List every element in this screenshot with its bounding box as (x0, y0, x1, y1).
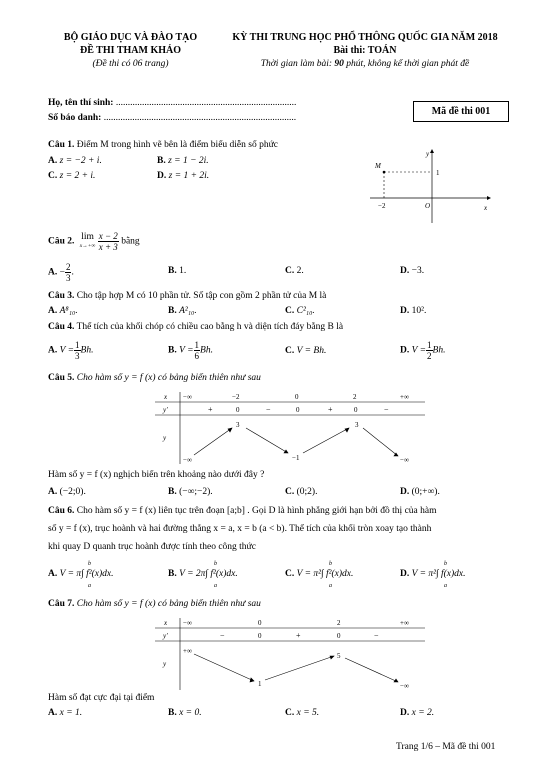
q5-sign-2: − (266, 405, 271, 414)
q5-y-4: −∞ (400, 456, 409, 464)
q7-sign-4: − (374, 631, 379, 640)
q7-option-a: A. x = 1. (48, 708, 83, 718)
q5-y-0: −∞ (183, 456, 192, 464)
q6-option-d: D. V = π²∫ f(x)dx. (400, 569, 466, 579)
q6-a-upper-limit: b (88, 561, 91, 567)
q5-sign-0: + (208, 405, 213, 414)
q6-d-lower-limit: a (444, 583, 447, 589)
q6-a-lower-limit: a (88, 583, 91, 589)
page-note: (Đề thi có 06 trang) (92, 59, 169, 69)
q7-row-yp: y′ (163, 632, 168, 640)
q5-x-4: +∞ (400, 393, 409, 401)
time-value: 90 (334, 59, 344, 69)
q2-option-c: C. 2. (285, 266, 304, 276)
exam-type: ĐỀ THI THAM KHẢO (79, 45, 182, 56)
q7-sign-0: − (220, 631, 225, 640)
q3-option-b: B. A²₁₀. (168, 306, 197, 316)
q1-stem: Câu 1. Điểm M trong hình vẽ bên là điểm biểu diễn số phức (48, 140, 278, 150)
q3-stem: Câu 3. Cho tập hợp M có 10 phần tử. Số tập con gồm 2 phần tử của M là (48, 291, 327, 301)
q5-sign-3: 0 (296, 406, 300, 414)
q2-limit: lim x→+∞ (79, 231, 96, 249)
q7-x-2: 2 (337, 619, 341, 627)
q6-line3: khi quay D quanh trục hoành được tính theo công thức (48, 542, 256, 552)
q5-y-3: 3 (355, 421, 359, 429)
ministry-name: BỘ GIÁO DỤC VÀ ĐÀO TẠO (63, 32, 198, 43)
q4-option-a: A. V = $\frac{1}{3}$ Bh. (48, 340, 94, 361)
q5-row-x: x (164, 393, 168, 401)
time-note: Thời gian làm bài: 90 phút, không kể thời gian phát đề (260, 59, 470, 69)
q6-line2: số y = f (x), trục hoành và hai đường thẳng x = a, x = b (a < b). Thể tích của khối tròn xoay tạo thành (48, 524, 432, 534)
q5-sign-4: + (328, 405, 333, 414)
q7-row-x: x (164, 619, 168, 627)
q7-stem: Câu 7. Cho hàm số y = f (x) có bảng biến thiên như sau (48, 599, 261, 609)
candidate-name-row (48, 98, 296, 108)
q3-option-a: A. A⁸₁₀. (48, 306, 78, 316)
q7-sign-3: 0 (337, 632, 341, 640)
q5-y-1: 3 (236, 421, 240, 429)
q6-label: Câu 6. (48, 506, 75, 516)
candidate-id-label: Số báo danh: (48, 113, 102, 123)
q5-sign-6: − (384, 405, 389, 414)
q6-option-a: A. V = π∫ f²(x)dx. (48, 569, 114, 579)
q2-option-b: B. 1. (168, 266, 187, 276)
label-origin: O (425, 202, 431, 210)
exam-code-box: Mã đề thi 001 (413, 101, 509, 122)
q5-variation-table (150, 390, 430, 466)
label-one: 1 (436, 169, 440, 177)
q6-b-upper-limit: b (214, 561, 217, 567)
q7-question: Hàm số đạt cực đại tại điểm (48, 693, 155, 703)
q7-y-0: +∞ (183, 647, 192, 655)
point-m (383, 171, 386, 174)
candidate-id-row (48, 113, 296, 123)
q4-stem: Câu 4. Thể tích của khối chóp có chiều cao bằng h và diện tích đáy bằng B là (48, 322, 344, 332)
q3-option-c: C. C²₁₀. (285, 306, 315, 316)
q2-stem: Câu 2. lim x→+∞ $\frac{x - 2}{x + 3}$ bằng (48, 231, 140, 252)
q4-label: Câu 4. (48, 322, 75, 332)
label-m: M (375, 162, 381, 170)
candidate-name-dots: ............................................................................ (115, 98, 297, 108)
q6-c-lower-limit: a (329, 583, 332, 589)
q2-a-fraction: $\frac{2}{3}$ (65, 262, 71, 283)
q5-x-3: 2 (353, 393, 357, 401)
q7-sign-2: + (296, 631, 301, 640)
q5-option-d: D. (0;+∞). (400, 487, 440, 497)
q4-option-b: B. V = $\frac{1}{6}$ Bh. (168, 340, 213, 361)
q5-x-0: −∞ (183, 393, 192, 401)
q5-arrows (194, 428, 398, 456)
label-y: y (426, 150, 430, 158)
y-axis-arrow (430, 149, 434, 153)
q5-x-1: −2 (232, 393, 240, 401)
q5-sign-1: 0 (236, 406, 240, 414)
q6-c-upper-limit: b (329, 561, 332, 567)
q2-fraction: $\frac{x - 2}{x + 3}$ (98, 231, 118, 252)
q7-y-1: 1 (258, 680, 262, 688)
q5-question: Hàm số y = f (x) nghịch biến trên khoảng nào dưới đây ? (48, 470, 265, 480)
q1-option-a: A. z = −2 + i. (48, 156, 102, 166)
q5-option-c: C. (0;2). (285, 487, 318, 497)
q6-option-b: B. V = 2π∫ f²(x)dx. (168, 569, 238, 579)
candidate-name-label: Họ, tên thí sinh: (48, 98, 114, 108)
q5-row-y: y (163, 434, 167, 442)
q6-d-upper-limit: b (444, 561, 447, 567)
q7-option-b: B. x = 0. (168, 708, 202, 718)
q7-x-0: −∞ (183, 619, 192, 627)
q5-x-2: 0 (295, 393, 299, 401)
q6-option-c: C. V = π²∫ f²(x)dx. (285, 569, 354, 579)
q1-option-b: B. z = 1 − 2i. (157, 156, 209, 166)
q7-sign-1: 0 (258, 632, 262, 640)
q3-option-d: D. 10². (400, 306, 427, 316)
q7-option-c: C. x = 5. (285, 708, 320, 718)
label-x: x (484, 204, 488, 212)
q5-stem: Câu 5. Cho hàm số y = f (x) có bảng biến thiên như sau (48, 373, 261, 383)
q7-variation-table (150, 616, 430, 692)
q6-line1: Câu 6. Cho hàm số y = f (x) liên tục trên đoạn [a;b] . Gọi D là hình phẳng giới hạn bởi đồ thị của hàm (48, 506, 437, 516)
q2-label: Câu 2. (48, 236, 75, 247)
q2-option-a: A. − $\frac{2}{3}$ . (48, 262, 74, 283)
candidate-id-dots: ................................................................................. (103, 113, 297, 123)
q7-arrows (194, 654, 398, 682)
q7-x-1: 0 (258, 619, 262, 627)
q1-coordinate-figure (365, 145, 495, 225)
q4-option-c: C. V = Bh. (285, 346, 327, 356)
q7-x-3: +∞ (400, 619, 409, 627)
subject: Bài thi: TOÁN (333, 45, 397, 56)
q5-option-a: A. (−2;0). (48, 487, 86, 497)
label-neg2: −2 (378, 202, 386, 210)
q7-option-d: D. x = 2. (400, 708, 435, 718)
q7-y-3: −∞ (400, 682, 409, 690)
q5-y-2: −1 (292, 454, 300, 462)
x-axis-arrow (487, 196, 491, 200)
q3-label: Câu 3. (48, 291, 75, 301)
q5-sign-5: 0 (354, 406, 358, 414)
q7-y-2: 5 (337, 652, 341, 660)
q1-label: Câu 1. (48, 140, 75, 150)
exam-title: KỲ THI TRUNG HỌC PHỔ THÔNG QUỐC GIA NĂM 2018 (232, 32, 498, 43)
q7-label: Câu 7. (48, 599, 75, 609)
q5-option-b: B. (−∞;−2). (168, 487, 213, 497)
q2-option-d: D. −3. (400, 266, 425, 276)
q4-option-d: D. V = $\frac{1}{2}$ Bh. (400, 340, 446, 361)
q7-row-y: y (163, 660, 167, 668)
q6-b-lower-limit: a (214, 583, 217, 589)
q5-label: Câu 5. (48, 373, 75, 383)
page-footer: Trang 1/6 – Mã đề thi 001 (396, 742, 496, 752)
q1-option-d: D. z = 1 + 2i. (157, 171, 210, 181)
q1-option-c: C. z = 2 + i. (48, 171, 96, 181)
q5-row-yp: y′ (163, 406, 168, 414)
